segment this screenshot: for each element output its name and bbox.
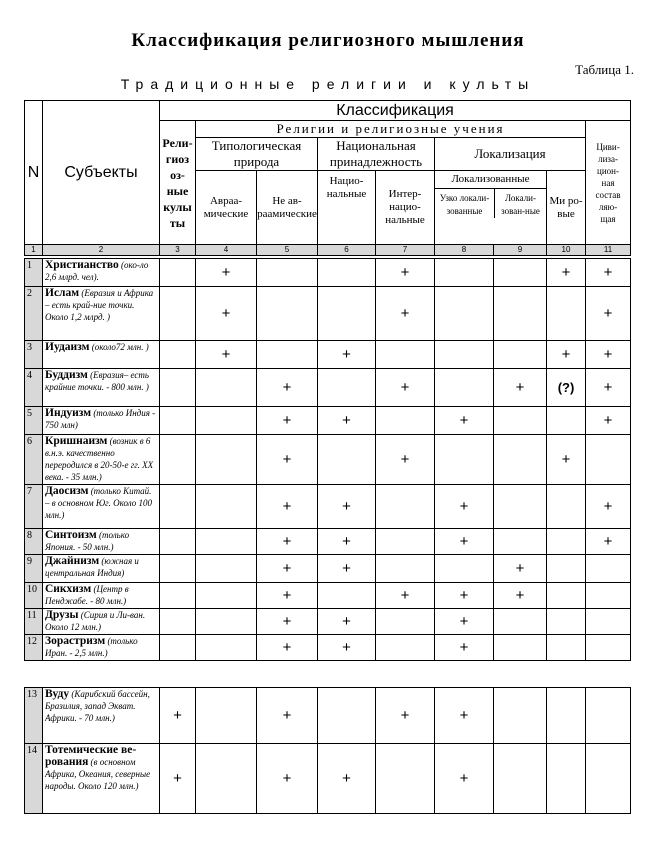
- mark-cell: [196, 744, 257, 814]
- subject-name: Сикхизм: [45, 583, 92, 595]
- mark-cell: [196, 555, 257, 583]
- subject-note: (Евразия и Африка – есть край-ние точки. Около 1,2 млрд. ): [45, 288, 154, 322]
- subject-name: Джайнизм: [45, 555, 100, 567]
- row-number: 12: [25, 635, 43, 661]
- subject-name: Буддизм: [45, 369, 88, 381]
- table-row: [25, 688, 631, 744]
- mark-cell: +: [376, 583, 435, 609]
- header-national: Национальная принадлежность: [318, 138, 435, 171]
- subject-cell: [43, 744, 160, 814]
- table-row: [25, 635, 631, 661]
- mark-cell: +: [586, 287, 631, 341]
- mark-cell: [160, 485, 196, 529]
- header-localization: Локализация: [435, 138, 586, 171]
- header-local: Локали-зован-ные: [501, 193, 540, 216]
- mark-cell: [547, 583, 586, 609]
- mark-cell: +: [318, 485, 376, 529]
- subject-note: (возник в 6 в.н.э. качественно переродился в 20-50-е гг. XX века. - 35 млн.): [45, 436, 154, 482]
- mark-cell: [376, 529, 435, 555]
- mark-cell: [318, 435, 376, 485]
- mark-cell: [494, 435, 547, 485]
- mark-cell: [494, 259, 547, 287]
- mark-cell: [160, 583, 196, 609]
- subject-cell: [43, 287, 160, 341]
- subject-name: Друзы: [45, 609, 79, 621]
- subject-name: Зорастризм: [45, 635, 106, 647]
- mark-cell: +: [586, 529, 631, 555]
- mark-cell: [318, 369, 376, 407]
- table-row: [25, 287, 631, 341]
- mark-cell: +: [257, 635, 318, 661]
- table-number: Таблица 1.: [575, 62, 634, 77]
- mark-cell: [435, 341, 494, 369]
- table-row: [25, 609, 631, 635]
- mark-cell: +: [318, 529, 376, 555]
- header-narrow: Узко локали-зованные: [435, 189, 495, 218]
- mark-cell: [435, 369, 494, 407]
- table-row: [25, 369, 631, 407]
- mark-cell: +: [376, 435, 435, 485]
- mark-cell: [257, 287, 318, 341]
- row-number: 10: [25, 583, 43, 609]
- mark-cell: [547, 688, 586, 744]
- mark-cell: +: [318, 341, 376, 369]
- subject-cell: [43, 688, 160, 744]
- header-religiousness: Рели- гиоз оз- ные кулы ты: [160, 121, 196, 245]
- mark-cell: +: [435, 583, 494, 609]
- mark-cell: [160, 341, 196, 369]
- mark-cell: [435, 259, 494, 287]
- row-number: 5: [25, 407, 43, 435]
- mark-cell: [376, 635, 435, 661]
- subject-cell: [43, 635, 160, 661]
- mark-cell: [196, 435, 257, 485]
- subject-note: (Карибский бассейн, Бразилия, запад Экват. Африки. - 70 млн.): [45, 689, 150, 723]
- table-row: [25, 435, 631, 485]
- subject-cell: [43, 529, 160, 555]
- column-numbers: 1 2 3 4 5 6 7 8 9 10 11: [25, 245, 631, 256]
- row-number: 2: [25, 287, 43, 341]
- subject-name: Тотемические ве-рования: [45, 744, 137, 768]
- table-body-main: [24, 258, 631, 661]
- row-number: 7: [25, 485, 43, 529]
- mark-cell: +: [257, 529, 318, 555]
- header-typological: Типологическая природа: [196, 138, 318, 171]
- mark-cell: [196, 529, 257, 555]
- mark-cell: +: [376, 688, 435, 744]
- mark-cell: [196, 407, 257, 435]
- mark-cell: +: [435, 688, 494, 744]
- row-number: 4: [25, 369, 43, 407]
- mark-cell: [586, 744, 631, 814]
- header-subjects: Субъекты: [43, 101, 160, 245]
- subject-name: Иудаизм: [45, 341, 90, 353]
- mark-cell: [318, 688, 376, 744]
- mark-cell: [494, 744, 547, 814]
- header-n: N: [25, 101, 43, 245]
- subject-note: (в основном Африка, Океания, северные народы. Около 120 млн.): [45, 757, 151, 791]
- mark-cell: [494, 341, 547, 369]
- mark-cell: [547, 407, 586, 435]
- mark-cell: +: [257, 407, 318, 435]
- mark-cell: +: [435, 635, 494, 661]
- mark-cell: [494, 407, 547, 435]
- subject-cell: [43, 485, 160, 529]
- mark-cell: +: [318, 635, 376, 661]
- row-number: 11: [25, 609, 43, 635]
- header-localized: Локализованные: [435, 171, 546, 189]
- mark-cell: [160, 555, 196, 583]
- row-number: 3: [25, 341, 43, 369]
- header-non-abrahamic: Не ав-раамические: [257, 171, 318, 245]
- mark-cell: [196, 583, 257, 609]
- mark-cell: [318, 583, 376, 609]
- mark-cell: [586, 555, 631, 583]
- subject-name: Синтоизм: [45, 529, 97, 541]
- mark-cell: [318, 287, 376, 341]
- header-world: Ми ро-вые: [547, 171, 586, 245]
- mark-cell: +: [257, 583, 318, 609]
- document-title: Классификация религиозного мышления: [131, 30, 525, 51]
- row-number: 8: [25, 529, 43, 555]
- mark-cell: +: [257, 485, 318, 529]
- subject-cell: [43, 369, 160, 407]
- mark-cell: [160, 529, 196, 555]
- mark-cell: [586, 635, 631, 661]
- mark-cell: [547, 635, 586, 661]
- mark-cell: +: [376, 287, 435, 341]
- row-number: 1: [25, 259, 43, 287]
- mark-cell: [494, 609, 547, 635]
- header-classification: Классификация: [160, 101, 631, 121]
- subject-cell: [43, 407, 160, 435]
- mark-cell: +: [257, 744, 318, 814]
- mark-cell: [547, 744, 586, 814]
- mark-cell: (?): [547, 369, 586, 407]
- mark-cell: +: [586, 485, 631, 529]
- subject-note: (южная и центральная Индия): [45, 556, 139, 578]
- row-number: 9: [25, 555, 43, 583]
- mark-cell: +: [435, 485, 494, 529]
- mark-cell: +: [586, 341, 631, 369]
- row-number: 13: [25, 688, 43, 744]
- header-international: Интер-нацио-нальные: [376, 171, 435, 245]
- mark-cell: [196, 369, 257, 407]
- table-row: [25, 407, 631, 435]
- mark-cell: +: [257, 555, 318, 583]
- table-row: [25, 341, 631, 369]
- mark-cell: [494, 529, 547, 555]
- mark-cell: [160, 407, 196, 435]
- mark-cell: +: [318, 744, 376, 814]
- mark-cell: [494, 688, 547, 744]
- mark-cell: [376, 555, 435, 583]
- mark-cell: [586, 688, 631, 744]
- mark-cell: +: [494, 583, 547, 609]
- subject-name: Индуизм: [45, 407, 92, 419]
- header-religions: Религии и религиозные учения: [196, 121, 586, 138]
- subject-note: (око-ло 2,6 млрд. чел).: [45, 260, 149, 282]
- mark-cell: [160, 609, 196, 635]
- mark-cell: +: [586, 407, 631, 435]
- mark-cell: +: [160, 688, 196, 744]
- subject-name: Ислам: [45, 287, 80, 299]
- mark-cell: [547, 609, 586, 635]
- mark-cell: [196, 635, 257, 661]
- mark-cell: [435, 435, 494, 485]
- mark-cell: +: [196, 341, 257, 369]
- mark-cell: +: [257, 688, 318, 744]
- subject-name: Христианство: [45, 259, 119, 271]
- mark-cell: +: [547, 435, 586, 485]
- table-row: [25, 583, 631, 609]
- subject-note: (только Индия - 750 млн): [45, 408, 156, 430]
- table-row: [25, 529, 631, 555]
- table-body-cults: [24, 687, 631, 814]
- subject-cell: [43, 259, 160, 287]
- subject-note: (только Иран. - 2,5 млн.): [45, 636, 138, 658]
- header-localized-group: [435, 171, 547, 245]
- subject-note: (только Китай. – в основном Юг. Около 100 млн.): [45, 486, 152, 520]
- header-civilization: Циви- лиза- цион- ная состав ляю- щая: [586, 121, 631, 245]
- mark-cell: +: [435, 407, 494, 435]
- mark-cell: +: [435, 609, 494, 635]
- mark-cell: [257, 341, 318, 369]
- mark-cell: [494, 485, 547, 529]
- mark-cell: [196, 609, 257, 635]
- mark-cell: [376, 485, 435, 529]
- mark-cell: [494, 635, 547, 661]
- mark-cell: [376, 609, 435, 635]
- mark-cell: +: [435, 529, 494, 555]
- subject-cell: [43, 583, 160, 609]
- mark-cell: +: [318, 609, 376, 635]
- mark-cell: +: [494, 555, 547, 583]
- mark-cell: +: [257, 435, 318, 485]
- mark-cell: [547, 529, 586, 555]
- table-row: [25, 485, 631, 529]
- mark-cell: [160, 287, 196, 341]
- table-row: [25, 555, 631, 583]
- mark-cell: +: [376, 259, 435, 287]
- mark-cell: +: [435, 744, 494, 814]
- mark-cell: [160, 259, 196, 287]
- mark-cell: [160, 635, 196, 661]
- mark-cell: +: [196, 259, 257, 287]
- mark-cell: [257, 259, 318, 287]
- mark-cell: +: [586, 259, 631, 287]
- mark-cell: [494, 287, 547, 341]
- mark-cell: +: [318, 407, 376, 435]
- mark-cell: [435, 555, 494, 583]
- subject-name: Даосизм: [45, 485, 89, 497]
- mark-cell: [435, 287, 494, 341]
- mark-cell: +: [494, 369, 547, 407]
- subject-cell: [43, 341, 160, 369]
- subject-note: (только Япония. - 50 млн.): [45, 530, 130, 552]
- mark-cell: [547, 287, 586, 341]
- subject-name: Кришнаизм: [45, 435, 108, 447]
- mark-cell: [547, 485, 586, 529]
- mark-cell: +: [257, 369, 318, 407]
- row-number: 6: [25, 435, 43, 485]
- mark-cell: +: [547, 341, 586, 369]
- mark-cell: [196, 688, 257, 744]
- mark-cell: [318, 259, 376, 287]
- mark-cell: [160, 369, 196, 407]
- mark-cell: +: [547, 259, 586, 287]
- subject-cell: [43, 435, 160, 485]
- subject-note: (около72 млн. ): [91, 342, 149, 352]
- mark-cell: +: [376, 369, 435, 407]
- header-abrahamic: Авраа-мические: [196, 171, 257, 245]
- mark-cell: +: [160, 744, 196, 814]
- table-row: [25, 744, 631, 814]
- mark-cell: +: [586, 369, 631, 407]
- mark-cell: [376, 341, 435, 369]
- mark-cell: [376, 407, 435, 435]
- mark-cell: [160, 435, 196, 485]
- subject-note: (Центр в Пенджабе. - 80 млн.): [45, 584, 129, 606]
- mark-cell: +: [318, 555, 376, 583]
- subject-note: (Евразия– есть крайние точки. - 800 млн. ): [45, 370, 149, 392]
- header-national-col: Нацио-нальные: [318, 171, 376, 245]
- mark-cell: [196, 485, 257, 529]
- mark-cell: [586, 583, 631, 609]
- subject-cell: [43, 609, 160, 635]
- subject-name: Вуду: [45, 688, 70, 700]
- subject-note: (Сирия и Ли-ван. Около 12 млн.): [45, 610, 146, 632]
- subject-cell: [43, 555, 160, 583]
- mark-cell: +: [257, 609, 318, 635]
- table-row: [25, 259, 631, 287]
- mark-cell: [586, 435, 631, 485]
- mark-cell: [547, 555, 586, 583]
- mark-cell: [376, 744, 435, 814]
- table-subtitle: Традиционные религии и культы: [120, 76, 536, 92]
- mark-cell: [586, 609, 631, 635]
- row-number: 14: [25, 744, 43, 814]
- table-header: [24, 100, 631, 256]
- mark-cell: +: [196, 287, 257, 341]
